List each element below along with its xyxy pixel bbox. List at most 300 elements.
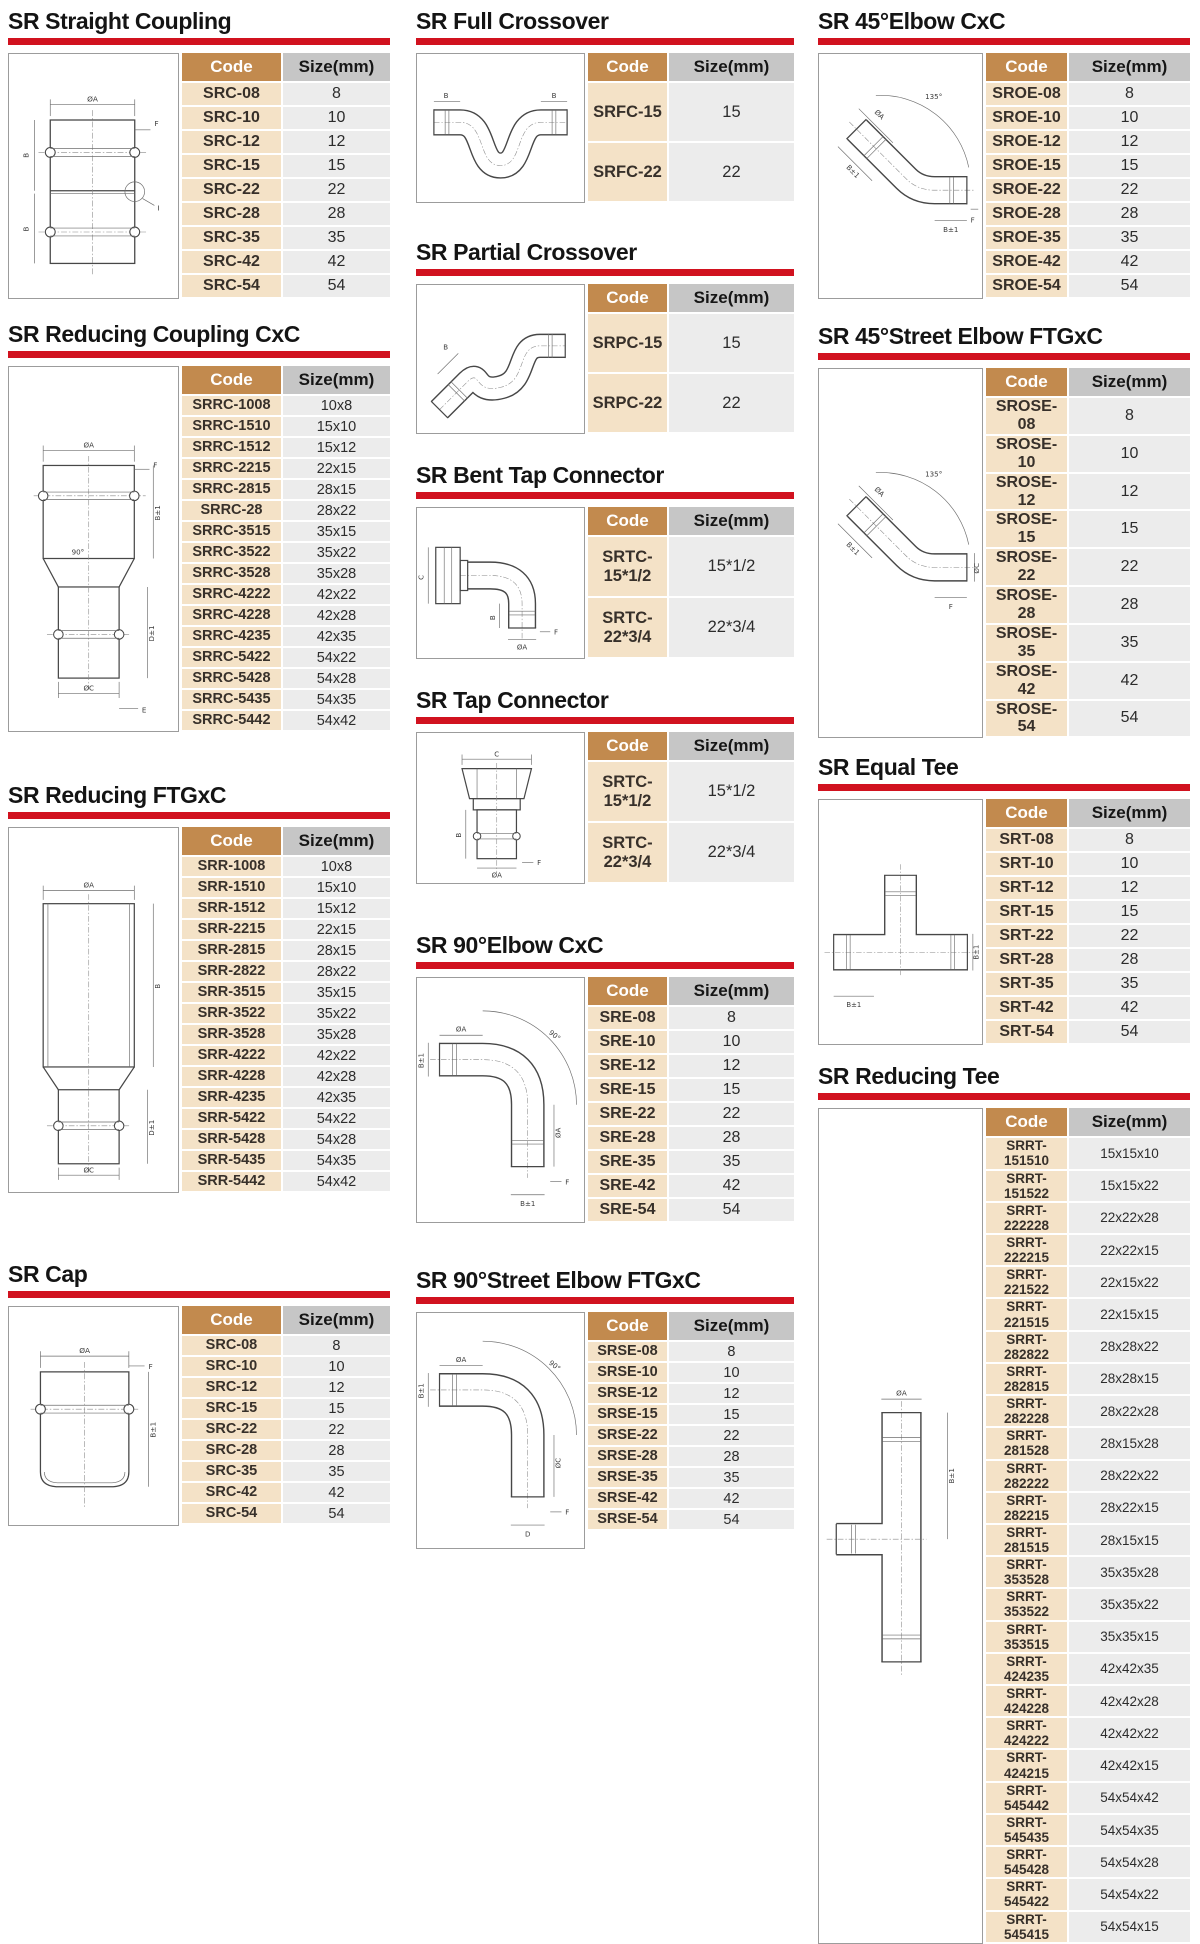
fitting-size: 42x35 xyxy=(283,1088,390,1109)
size-table xyxy=(986,1108,1190,1943)
table-row xyxy=(182,1130,390,1151)
fitting-code: SRSE-35 xyxy=(588,1468,669,1489)
fitting-size: 22 xyxy=(669,143,794,203)
fitting-code: SRRT-424222 xyxy=(986,1718,1069,1750)
fitting-code: SRC-54 xyxy=(182,1504,283,1525)
fitting-code: SRC-28 xyxy=(182,1441,283,1462)
table-row xyxy=(182,179,390,203)
fitting-code: SRT-54 xyxy=(986,1021,1069,1045)
fitting-size: 35 xyxy=(1069,625,1190,663)
section-sr-90-street-elbow-ftgxc xyxy=(416,1267,794,1549)
fitting-code: SRTC-15*1/2 xyxy=(588,537,669,598)
section-sr-straight-coupling xyxy=(8,8,390,299)
fitting-code: SRC-35 xyxy=(182,1462,283,1483)
fitting-size: 28 xyxy=(669,1447,794,1468)
size-header: Size(mm) xyxy=(669,977,794,1007)
dim-label: ØA xyxy=(455,1024,467,1034)
fitting-size: 15x10 xyxy=(283,878,390,899)
code-header: Code xyxy=(182,1306,283,1336)
code-header: Code xyxy=(588,507,669,537)
fitting-code: SRRC-3515 xyxy=(182,522,283,543)
size-header: Size(mm) xyxy=(1069,1108,1190,1138)
fitting-code: SRRT-281515 xyxy=(986,1525,1069,1557)
fitting-code: SRRT-281528 xyxy=(986,1428,1069,1460)
size-header: Size(mm) xyxy=(283,827,390,857)
fitting-code: SRRT-151522 xyxy=(986,1171,1069,1203)
table-row xyxy=(182,627,390,648)
dim-label: E xyxy=(141,705,147,715)
fitting-size: 54x22 xyxy=(283,648,390,669)
code-header: Code xyxy=(986,368,1069,398)
dim-label: D xyxy=(524,1529,531,1539)
table-row xyxy=(986,1686,1190,1718)
fitting-code: SRRT-222215 xyxy=(986,1235,1069,1267)
code-header: Code xyxy=(588,53,669,83)
section-sr-45-elbow-cxc xyxy=(818,8,1190,299)
table-row xyxy=(588,1175,794,1199)
fitting-size: 42 xyxy=(283,1483,390,1504)
table-row xyxy=(588,1055,794,1079)
fitting-code: SRRT-545442 xyxy=(986,1783,1069,1815)
fitting-code: SROSE-28 xyxy=(986,587,1069,625)
table-row xyxy=(588,1342,794,1363)
table-row xyxy=(182,962,390,983)
table-row xyxy=(986,901,1190,925)
fitting-code: SRC-08 xyxy=(182,1336,283,1357)
size-header: Size(mm) xyxy=(1069,53,1190,83)
table-row xyxy=(182,203,390,227)
fitting-size: 22 xyxy=(669,1426,794,1447)
table-row xyxy=(182,878,390,899)
fitting-size: 35x15 xyxy=(283,983,390,1004)
fitting-size: 22 xyxy=(283,179,390,203)
fitting-code: SRRT-424228 xyxy=(986,1686,1069,1718)
fitting-code: SRRC-3528 xyxy=(182,564,283,585)
section-sr-reducing-ftgxc xyxy=(8,782,390,1193)
fitting-code: SRT-35 xyxy=(986,973,1069,997)
fitting-size: 12 xyxy=(283,1378,390,1399)
table-row xyxy=(986,155,1190,179)
fitting-size: 22x15x15 xyxy=(1069,1299,1190,1331)
fitting-size: 54x54x28 xyxy=(1069,1847,1190,1879)
fitting-size: 28 xyxy=(669,1127,794,1151)
fitting-code: SRRT-353515 xyxy=(986,1622,1069,1654)
fitting-code: SRT-12 xyxy=(986,877,1069,901)
fitting-code: SRR-3528 xyxy=(182,1025,283,1046)
table-row xyxy=(182,107,390,131)
fitting-code: SRC-15 xyxy=(182,155,283,179)
table-row xyxy=(986,1299,1190,1331)
table-row xyxy=(182,585,390,606)
table-row xyxy=(588,314,794,374)
fitting-size: 15x15x10 xyxy=(1069,1138,1190,1170)
table-row xyxy=(986,1364,1190,1396)
fitting-size: 12 xyxy=(1069,877,1190,901)
table-row xyxy=(588,1031,794,1055)
section-title: SR Bent Tap Connector xyxy=(415,462,664,488)
code-header: Code xyxy=(182,366,283,396)
fitting-code: SRR-5428 xyxy=(182,1130,283,1151)
dim-label: ØA xyxy=(83,880,94,890)
fitting-size: 15x12 xyxy=(283,438,390,459)
fitting-code: SRRC-4222 xyxy=(182,585,283,606)
table-row xyxy=(986,1171,1190,1203)
fitting-code: SRE-15 xyxy=(588,1079,669,1103)
fitting-code: SRRT-353528 xyxy=(986,1557,1069,1589)
table-row xyxy=(986,1267,1190,1299)
fitting-size: 15 xyxy=(1069,511,1190,549)
fitting-code: SRC-22 xyxy=(182,179,283,203)
dim-label: B±1 xyxy=(972,945,981,960)
fitting-size: 22 xyxy=(1069,549,1190,587)
section-title: SR 90°Street Elbow FTGxC xyxy=(415,1267,701,1293)
table-row xyxy=(588,1079,794,1103)
table-row xyxy=(588,598,794,659)
fitting-size: 28x15 xyxy=(283,941,390,962)
table-row xyxy=(986,1879,1190,1911)
table-row xyxy=(182,1357,390,1378)
fitting-size: 28x15 xyxy=(283,480,390,501)
code-header: Code xyxy=(588,977,669,1007)
dim-label: F xyxy=(148,1361,153,1371)
table-row xyxy=(588,374,794,434)
code-header: Code xyxy=(588,732,669,762)
table-row xyxy=(182,543,390,564)
column-right xyxy=(818,8,1190,1944)
fitting-size: 28x22x15 xyxy=(1069,1493,1190,1525)
fitting-size: 15 xyxy=(283,1399,390,1420)
table-row xyxy=(986,1138,1190,1170)
fitting-size: 15x10 xyxy=(283,417,390,438)
table-row xyxy=(986,436,1190,474)
section-title: SR 45°Elbow CxC xyxy=(817,8,1006,34)
fitting-size: 15 xyxy=(283,155,390,179)
table-row xyxy=(986,1654,1190,1686)
fitting-size: 10 xyxy=(283,1357,390,1378)
table-row xyxy=(182,564,390,585)
fitting-code: SRR-2815 xyxy=(182,941,283,962)
fitting-size: 22x15 xyxy=(283,920,390,941)
dim-label: ØC xyxy=(83,1165,95,1175)
fitting-size: 42x42x28 xyxy=(1069,1686,1190,1718)
table-row xyxy=(986,1557,1190,1589)
fitting-size: 54x28 xyxy=(283,669,390,690)
section-sr-90-elbow-cxc xyxy=(416,932,794,1223)
fitting-code: SRC-28 xyxy=(182,203,283,227)
size-header: Size(mm) xyxy=(283,1306,390,1336)
table-row xyxy=(588,1426,794,1447)
fitting-code: SRRC-5422 xyxy=(182,648,283,669)
fitting-size: 10x8 xyxy=(283,396,390,417)
fitting-size: 54 xyxy=(1069,701,1190,739)
fitting-size: 12 xyxy=(669,1055,794,1079)
dim-label: B xyxy=(487,615,497,621)
table-row xyxy=(986,1428,1190,1460)
table-row xyxy=(986,1021,1190,1045)
reducing-coupling-diagram xyxy=(8,366,179,732)
fitting-size: 42 xyxy=(1069,663,1190,701)
fitting-size: 8 xyxy=(1069,829,1190,853)
fitting-size: 35x35x15 xyxy=(1069,1622,1190,1654)
dim-label: ØA xyxy=(516,642,528,652)
fitting-size: 35x22 xyxy=(283,1004,390,1025)
table-row xyxy=(588,1510,794,1531)
title-underline xyxy=(416,1297,794,1304)
fitting-size: 35x15 xyxy=(283,522,390,543)
fitting-code: SRC-12 xyxy=(182,131,283,155)
fitting-size: 54x28 xyxy=(283,1130,390,1151)
table-row xyxy=(182,131,390,155)
table-row xyxy=(986,1461,1190,1493)
fitting-code: SROSE-08 xyxy=(986,398,1069,436)
fitting-size: 15 xyxy=(669,1405,794,1426)
size-header: Size(mm) xyxy=(669,732,794,762)
table-row xyxy=(182,155,390,179)
fitting-size: 8 xyxy=(1069,83,1190,107)
table-row xyxy=(182,711,390,732)
fitting-size: 10x8 xyxy=(283,857,390,878)
table-row xyxy=(986,1203,1190,1235)
fitting-code: SRR-4222 xyxy=(182,1046,283,1067)
dim-label: ØC xyxy=(83,683,95,693)
fitting-code: SRRC-1512 xyxy=(182,438,283,459)
table-row xyxy=(986,1589,1190,1621)
fitting-code: SRE-22 xyxy=(588,1103,669,1127)
title-underline xyxy=(416,717,794,724)
fitting-code: SRRT-282822 xyxy=(986,1332,1069,1364)
size-table xyxy=(588,507,794,659)
table-row xyxy=(986,203,1190,227)
fitting-size: 22x15x22 xyxy=(1069,1267,1190,1299)
size-table xyxy=(986,799,1190,1045)
fitting-code: SROSE-22 xyxy=(986,549,1069,587)
table-row xyxy=(182,480,390,501)
street-elbow-90-diagram xyxy=(416,1312,585,1549)
fitting-size: 28x22 xyxy=(283,501,390,522)
table-row xyxy=(986,1783,1190,1815)
fitting-size: 8 xyxy=(669,1007,794,1031)
fitting-size: 15 xyxy=(669,1079,794,1103)
dim-label: F xyxy=(154,118,159,128)
dim-label: 90° xyxy=(547,1358,563,1373)
fitting-code: SRR-5422 xyxy=(182,1109,283,1130)
fitting-code: SRRC-1510 xyxy=(182,417,283,438)
fitting-size: 54x54x15 xyxy=(1069,1912,1190,1944)
dim-label: B±1 xyxy=(947,1468,957,1484)
fitting-size: 15*1/2 xyxy=(669,537,794,598)
fitting-size: 28x15x15 xyxy=(1069,1525,1190,1557)
fitting-code: SRC-15 xyxy=(182,1399,283,1420)
table-row xyxy=(986,853,1190,877)
fitting-code: SRE-10 xyxy=(588,1031,669,1055)
table-row xyxy=(986,1332,1190,1364)
dim-label: F xyxy=(153,460,158,470)
fitting-code: SRSE-15 xyxy=(588,1405,669,1426)
fitting-code: SRFC-15 xyxy=(588,83,669,143)
fitting-code: SROE-22 xyxy=(986,179,1069,203)
fitting-code: SROSE-15 xyxy=(986,511,1069,549)
fitting-size: 54x35 xyxy=(283,690,390,711)
fitting-size: 54 xyxy=(669,1510,794,1531)
table-row xyxy=(182,669,390,690)
table-row xyxy=(986,1396,1190,1428)
table-row xyxy=(986,949,1190,973)
fitting-code: SRSE-54 xyxy=(588,1510,669,1531)
fitting-code: SRT-15 xyxy=(986,901,1069,925)
table-row xyxy=(588,1489,794,1510)
section-sr-tap-connector xyxy=(416,687,794,884)
section-sr-full-crossover xyxy=(416,8,794,203)
reducing-ftgxc-diagram xyxy=(8,827,179,1193)
table-row xyxy=(182,1336,390,1357)
table-row xyxy=(986,663,1190,701)
fitting-code: SRSE-12 xyxy=(588,1384,669,1405)
title-underline xyxy=(416,269,794,276)
fitting-size: 42 xyxy=(669,1489,794,1510)
fitting-size: 54 xyxy=(669,1199,794,1223)
fitting-size: 22 xyxy=(669,374,794,434)
table-row xyxy=(182,501,390,522)
fitting-code: SRRT-545428 xyxy=(986,1847,1069,1879)
table-row xyxy=(182,275,390,299)
dim-label: B±1 xyxy=(152,505,162,521)
fitting-size: 15x12 xyxy=(283,899,390,920)
fitting-code: SRSE-10 xyxy=(588,1363,669,1384)
fitting-size: 42x22 xyxy=(283,1046,390,1067)
fitting-size: 42x35 xyxy=(283,627,390,648)
title-underline xyxy=(8,38,390,45)
table-row xyxy=(588,1447,794,1468)
fitting-code: SRT-08 xyxy=(986,829,1069,853)
fitting-size: 15 xyxy=(1069,901,1190,925)
table-row xyxy=(986,227,1190,251)
fitting-code: SRR-1510 xyxy=(182,878,283,899)
fitting-size: 35 xyxy=(283,227,390,251)
table-row xyxy=(182,438,390,459)
size-table xyxy=(182,366,390,732)
fitting-code: SRE-54 xyxy=(588,1199,669,1223)
dim-label: B±1 xyxy=(943,224,959,234)
table-row xyxy=(588,83,794,143)
fitting-size: 54 xyxy=(1069,275,1190,299)
title-underline xyxy=(818,784,1190,791)
section-sr-partial-crossover xyxy=(416,239,794,434)
fitting-size: 22 xyxy=(1069,925,1190,949)
fitting-size: 28x22x28 xyxy=(1069,1396,1190,1428)
fitting-size: 42 xyxy=(1069,251,1190,275)
fitting-size: 35 xyxy=(283,1462,390,1483)
fitting-size: 35 xyxy=(669,1151,794,1175)
size-header: Size(mm) xyxy=(669,507,794,537)
table-row xyxy=(588,1199,794,1223)
dim-label: B xyxy=(443,90,449,100)
table-row xyxy=(182,690,390,711)
fitting-code: SRC-08 xyxy=(182,83,283,107)
fitting-size: 12 xyxy=(1069,131,1190,155)
fitting-size: 54x42 xyxy=(283,711,390,732)
table-row xyxy=(986,1912,1190,1944)
table-row xyxy=(986,107,1190,131)
dim-label: B±1 xyxy=(148,1421,158,1438)
table-row xyxy=(182,1004,390,1025)
table-row xyxy=(182,459,390,480)
table-row xyxy=(986,1847,1190,1879)
table-row xyxy=(588,1405,794,1426)
dim-label: B±1 xyxy=(520,1199,536,1209)
fitting-code: SRRT-545422 xyxy=(986,1879,1069,1911)
section-sr-equal-tee xyxy=(818,754,1190,1045)
table-row xyxy=(986,549,1190,587)
fitting-code: SROE-54 xyxy=(986,275,1069,299)
table-row xyxy=(986,701,1190,739)
table-row xyxy=(182,1025,390,1046)
table-row xyxy=(986,1493,1190,1525)
fitting-size: 35 xyxy=(1069,227,1190,251)
fitting-code: SROSE-10 xyxy=(986,436,1069,474)
table-row xyxy=(182,941,390,962)
fitting-code: SRE-12 xyxy=(588,1055,669,1079)
table-row xyxy=(182,251,390,275)
fitting-size: 54x35 xyxy=(283,1151,390,1172)
fitting-code: SRR-1008 xyxy=(182,857,283,878)
fitting-size: 54 xyxy=(1069,1021,1190,1045)
dim-label: B±1 xyxy=(846,1001,862,1010)
fitting-size: 42 xyxy=(283,251,390,275)
table-row xyxy=(986,398,1190,436)
size-table xyxy=(588,53,794,203)
title-underline xyxy=(8,1291,390,1298)
table-row xyxy=(986,973,1190,997)
table-row xyxy=(182,1088,390,1109)
table-row xyxy=(182,1109,390,1130)
fitting-size: 10 xyxy=(1069,107,1190,131)
dim-label: F xyxy=(565,1507,570,1517)
fitting-code: SRRC-2815 xyxy=(182,480,283,501)
table-row xyxy=(588,1363,794,1384)
fitting-code: SRR-3522 xyxy=(182,1004,283,1025)
fitting-code: SRRT-221515 xyxy=(986,1299,1069,1331)
fitting-code: SRR-1512 xyxy=(182,899,283,920)
fitting-code: SRRT-221522 xyxy=(986,1267,1069,1299)
fitting-code: SROE-42 xyxy=(986,251,1069,275)
size-header: Size(mm) xyxy=(1069,368,1190,398)
fitting-code: SROE-10 xyxy=(986,107,1069,131)
dim-label: ØA xyxy=(553,1127,563,1139)
table-row xyxy=(986,1718,1190,1750)
table-row xyxy=(182,1378,390,1399)
table-row xyxy=(986,829,1190,853)
fitting-size: 42x22 xyxy=(283,585,390,606)
title-underline xyxy=(818,38,1190,45)
title-underline xyxy=(818,353,1190,360)
fitting-size: 54 xyxy=(283,1504,390,1525)
table-row xyxy=(986,251,1190,275)
fitting-size: 28x22 xyxy=(283,962,390,983)
table-row xyxy=(986,1815,1190,1847)
size-table xyxy=(182,827,390,1193)
fitting-code: SRT-22 xyxy=(986,925,1069,949)
table-row xyxy=(182,648,390,669)
fitting-code: SRRC-1008 xyxy=(182,396,283,417)
equal-tee-diagram xyxy=(818,799,983,1045)
table-row xyxy=(182,920,390,941)
fitting-code: SRC-42 xyxy=(182,251,283,275)
size-header: Size(mm) xyxy=(669,53,794,83)
code-header: Code xyxy=(588,1312,669,1342)
fitting-code: SRRT-353522 xyxy=(986,1589,1069,1621)
fitting-code: SRRT-282815 xyxy=(986,1364,1069,1396)
size-table xyxy=(588,732,794,884)
